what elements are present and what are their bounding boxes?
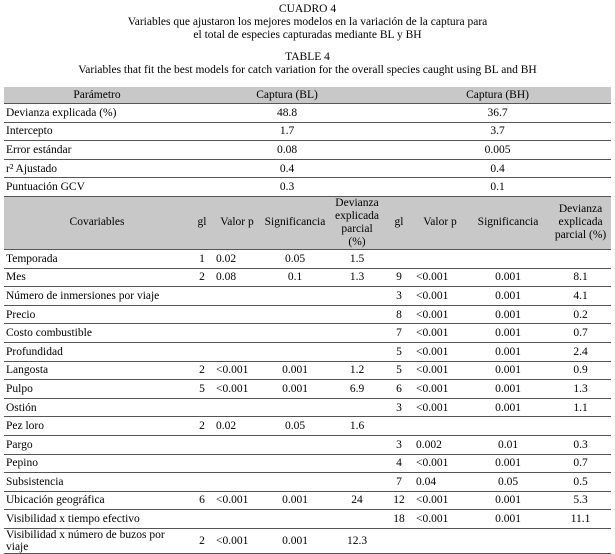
cov-cell-gl-bl <box>190 435 214 454</box>
cov-header-signif-bl: Significancia <box>260 196 330 249</box>
cov-row <box>4 342 611 361</box>
cov-cell-devianza-bl <box>330 398 384 417</box>
cov-cell-devianza-bh: 1.1 <box>550 398 611 417</box>
cov-header-covariables: Covariables <box>4 196 190 249</box>
cov-cell-gl-bl <box>190 342 214 361</box>
cov-cell-signif-bl: 0.05 <box>260 249 330 268</box>
results-table <box>4 87 611 554</box>
cov-cell-signif-bl: 0.1 <box>260 268 330 287</box>
cov-cell-devianza-bl <box>330 305 384 324</box>
cov-cell-signif-bh: 0.001 <box>466 268 550 287</box>
cov-cell-valorp-bh: <0.001 <box>414 454 466 473</box>
cov-cell-devianza-bl <box>330 287 384 306</box>
params-cell-name: Error estándar <box>4 141 190 160</box>
cov-cell-devianza-bl <box>330 473 384 492</box>
cov-cell-valorp-bh <box>414 528 466 553</box>
cov-cell-covariable: Ubicación geográfica <box>4 491 190 510</box>
cov-cell-signif-bh: 0.001 <box>466 491 550 510</box>
params-row <box>4 141 611 160</box>
cov-header-signif-bh: Significancia <box>466 196 550 249</box>
cov-row <box>4 510 611 529</box>
cov-cell-devianza-bl <box>330 435 384 454</box>
cov-header-devianza-bh: Devianza explicada parcial (%) <box>550 196 611 249</box>
table-captions <box>0 0 615 77</box>
caption-en-line1: Variables that fit the best models for catch variation for the overall species caught using BL and BH <box>78 64 537 76</box>
cov-cell-signif-bh: 0.001 <box>466 454 550 473</box>
cov-header-devianza-bl: Devianza explicada parcial (%) <box>330 196 384 249</box>
cov-cell-signif-bh: 0.001 <box>466 342 550 361</box>
cov-cell-covariable: Visibilidad x tiempo efectivo <box>4 510 190 529</box>
cov-cell-covariable: Langosta <box>4 361 190 380</box>
cov-cell-devianza-bh <box>550 417 611 436</box>
params-row <box>4 159 611 178</box>
cov-cell-gl-bl: 2 <box>190 528 214 553</box>
cov-cell-valorp-bh: <0.001 <box>414 380 466 399</box>
cov-cell-signif-bl <box>260 510 330 529</box>
params-row <box>4 122 611 141</box>
cov-cell-gl-bh: 3 <box>384 287 414 306</box>
cov-cell-valorp-bl: 0.02 <box>214 417 260 436</box>
cov-cell-valorp-bh: <0.001 <box>414 361 466 380</box>
cov-cell-valorp-bh: 0.002 <box>414 435 466 454</box>
cov-cell-valorp-bh <box>414 249 466 268</box>
cov-cell-covariable: Costo combustible <box>4 324 190 343</box>
cov-row <box>4 528 611 553</box>
cov-cell-devianza-bh: 5.3 <box>550 491 611 510</box>
cov-cell-devianza-bl <box>330 342 384 361</box>
cov-cell-signif-bl <box>260 473 330 492</box>
params-cell-bh: 0.005 <box>384 141 611 160</box>
params-cell-name: Intercepto <box>4 122 190 141</box>
cov-row <box>4 473 611 492</box>
params-row <box>4 104 611 123</box>
cov-cell-signif-bl <box>260 287 330 306</box>
cov-cell-gl-bh: 5 <box>384 361 414 380</box>
cov-row <box>4 361 611 380</box>
cov-cell-signif-bh: 0.01 <box>466 435 550 454</box>
cov-cell-devianza-bh: 2.4 <box>550 342 611 361</box>
cov-cell-gl-bl: 1 <box>190 249 214 268</box>
cov-cell-gl-bh: 3 <box>384 398 414 417</box>
params-cell-name: r² Ajustado <box>4 159 190 178</box>
cov-cell-devianza-bl: 1.6 <box>330 417 384 436</box>
cov-cell-gl-bh: 6 <box>384 380 414 399</box>
cov-cell-valorp-bl: 0.08 <box>214 268 260 287</box>
cov-cell-devianza-bh: 11.1 <box>550 510 611 529</box>
cov-cell-devianza-bh: 0.2 <box>550 305 611 324</box>
params-header-row <box>4 87 611 104</box>
cov-row <box>4 398 611 417</box>
caption-en-title: TABLE 4 <box>285 51 330 63</box>
params-header-bl: Captura (BL) <box>190 87 384 104</box>
cov-cell-devianza-bl <box>330 324 384 343</box>
cov-cell-covariable: Mes <box>4 268 190 287</box>
cov-cell-covariable: Profundidad <box>4 342 190 361</box>
cov-cell-signif-bl: 0.001 <box>260 380 330 399</box>
cov-cell-valorp-bh: <0.001 <box>414 510 466 529</box>
cov-cell-covariable: Pepino <box>4 454 190 473</box>
cov-cell-devianza-bl <box>330 454 384 473</box>
cov-cell-valorp-bl: <0.001 <box>214 361 260 380</box>
cov-cell-devianza-bl: 24 <box>330 491 384 510</box>
cov-row <box>4 324 611 343</box>
cov-row <box>4 417 611 436</box>
cov-cell-covariable: Visibilidad x número de buzos por viaje <box>4 528 190 553</box>
params-cell-bh: 0.1 <box>384 178 611 197</box>
cov-cell-signif-bh: 0.001 <box>466 380 550 399</box>
params-row <box>4 178 611 197</box>
cov-cell-gl-bl <box>190 398 214 417</box>
cov-header-gl-bh: gl <box>384 196 414 249</box>
cov-cell-covariable: Ostión <box>4 398 190 417</box>
cov-cell-gl-bh: 12 <box>384 491 414 510</box>
cov-cell-signif-bl <box>260 398 330 417</box>
cov-cell-covariable: Pulpo <box>4 380 190 399</box>
cov-cell-gl-bh <box>384 528 414 553</box>
cov-cell-signif-bh <box>466 249 550 268</box>
cov-row <box>4 268 611 287</box>
cov-cell-signif-bl <box>260 305 330 324</box>
cov-cell-valorp-bh: <0.001 <box>414 491 466 510</box>
cov-cell-signif-bh: 0.001 <box>466 324 550 343</box>
cov-cell-valorp-bl <box>214 324 260 343</box>
cov-cell-valorp-bl <box>214 510 260 529</box>
params-cell-bh: 0.4 <box>384 159 611 178</box>
params-cell-name: Devianza explicada (%) <box>4 104 190 123</box>
cov-body <box>4 249 611 553</box>
cov-cell-signif-bh: 0.001 <box>466 361 550 380</box>
cov-cell-devianza-bh: 0.9 <box>550 361 611 380</box>
cov-cell-valorp-bl <box>214 342 260 361</box>
cov-cell-valorp-bl <box>214 305 260 324</box>
cov-cell-valorp-bl <box>214 287 260 306</box>
cov-cell-signif-bh: 0.001 <box>466 305 550 324</box>
cov-cell-valorp-bh: <0.001 <box>414 268 466 287</box>
cov-cell-devianza-bh: 0.5 <box>550 473 611 492</box>
cov-cell-devianza-bl: 6.9 <box>330 380 384 399</box>
cov-cell-gl-bl: 6 <box>190 491 214 510</box>
cov-cell-devianza-bh: 0.7 <box>550 454 611 473</box>
params-header-parametro: Parámetro <box>4 87 190 104</box>
cov-cell-signif-bh <box>466 528 550 553</box>
params-cell-bl: 48.8 <box>190 104 384 123</box>
caption-es-title: CUADRO 4 <box>278 3 337 15</box>
params-cell-bh: 36.7 <box>384 104 611 123</box>
cov-cell-valorp-bh: <0.001 <box>414 287 466 306</box>
cov-cell-devianza-bh: 4.1 <box>550 287 611 306</box>
cov-cell-valorp-bh: <0.001 <box>414 324 466 343</box>
params-cell-bl: 0.4 <box>190 159 384 178</box>
cov-cell-signif-bh: 0.001 <box>466 287 550 306</box>
cov-cell-gl-bl <box>190 473 214 492</box>
cov-header-valorp-bl: Valor p <box>214 196 260 249</box>
cov-cell-gl-bh <box>384 249 414 268</box>
params-body <box>4 104 611 197</box>
cov-cell-gl-bh: 7 <box>384 324 414 343</box>
cov-header-row <box>4 196 611 249</box>
cov-cell-valorp-bl <box>214 435 260 454</box>
cov-cell-covariable: Precio <box>4 305 190 324</box>
cov-cell-devianza-bl <box>330 510 384 529</box>
cov-cell-signif-bl: 0.001 <box>260 491 330 510</box>
cov-cell-gl-bh: 9 <box>384 268 414 287</box>
cov-row <box>4 435 611 454</box>
cov-cell-valorp-bl: <0.001 <box>214 491 260 510</box>
cov-cell-valorp-bl <box>214 398 260 417</box>
cov-cell-gl-bl: 2 <box>190 417 214 436</box>
params-cell-bl: 0.3 <box>190 178 384 197</box>
cov-cell-gl-bl: 5 <box>190 380 214 399</box>
cov-cell-devianza-bh: 1.3 <box>550 380 611 399</box>
cov-cell-valorp-bl: <0.001 <box>214 380 260 399</box>
cov-cell-gl-bl <box>190 305 214 324</box>
cov-header-valorp-bh: Valor p <box>414 196 466 249</box>
cov-cell-signif-bl: 0.05 <box>260 417 330 436</box>
caption-es-line2: el total de especies capturadas mediante BL y BH <box>193 29 422 41</box>
cov-cell-valorp-bl: 0.02 <box>214 249 260 268</box>
cov-row <box>4 380 611 399</box>
cov-cell-gl-bl <box>190 324 214 343</box>
cov-cell-devianza-bl: 1.2 <box>330 361 384 380</box>
cov-row <box>4 454 611 473</box>
cov-cell-devianza-bl: 12.3 <box>330 528 384 553</box>
cov-header-gl-bl: gl <box>190 196 214 249</box>
cov-cell-signif-bl: 0.001 <box>260 528 330 553</box>
cov-cell-gl-bh <box>384 417 414 436</box>
cov-row <box>4 249 611 268</box>
cov-cell-devianza-bl: 1.5 <box>330 249 384 268</box>
cov-cell-covariable: Pez loro <box>4 417 190 436</box>
cov-cell-signif-bl: 0.001 <box>260 361 330 380</box>
cov-cell-gl-bh: 3 <box>384 435 414 454</box>
cov-cell-covariable: Temporada <box>4 249 190 268</box>
params-cell-bl: 0.08 <box>190 141 384 160</box>
params-cell-bh: 3.7 <box>384 122 611 141</box>
cov-cell-valorp-bh <box>414 417 466 436</box>
cov-cell-devianza-bh: 0.7 <box>550 324 611 343</box>
caption-es-line1: Variables que ajustaron los mejores modelos en la variación de la captura para <box>127 16 488 28</box>
cov-cell-devianza-bh: 8.1 <box>550 268 611 287</box>
cov-cell-signif-bh: 0.001 <box>466 510 550 529</box>
cov-cell-signif-bl <box>260 324 330 343</box>
cov-cell-valorp-bl <box>214 454 260 473</box>
cov-cell-covariable: Número de inmersiones por viaje <box>4 287 190 306</box>
cov-cell-devianza-bh <box>550 249 611 268</box>
cov-cell-valorp-bh: 0.04 <box>414 473 466 492</box>
cov-cell-gl-bl <box>190 510 214 529</box>
cov-row <box>4 491 611 510</box>
cov-cell-valorp-bh: <0.001 <box>414 342 466 361</box>
cov-cell-covariable: Pargo <box>4 435 190 454</box>
cov-cell-signif-bh <box>466 417 550 436</box>
cov-cell-gl-bh: 5 <box>384 342 414 361</box>
cov-cell-valorp-bh: <0.001 <box>414 398 466 417</box>
cov-cell-gl-bl: 2 <box>190 268 214 287</box>
cov-cell-gl-bh: 7 <box>384 473 414 492</box>
params-cell-bl: 1.7 <box>190 122 384 141</box>
params-header-bh: Captura (BH) <box>384 87 611 104</box>
cov-cell-covariable: Subsistencia <box>4 473 190 492</box>
cov-cell-signif-bl <box>260 342 330 361</box>
cov-cell-gl-bh: 18 <box>384 510 414 529</box>
cov-cell-gl-bl <box>190 454 214 473</box>
cov-cell-gl-bh: 4 <box>384 454 414 473</box>
cov-row <box>4 305 611 324</box>
cov-cell-gl-bh: 8 <box>384 305 414 324</box>
cov-cell-signif-bh: 0.001 <box>466 398 550 417</box>
cov-cell-signif-bl <box>260 454 330 473</box>
cov-cell-signif-bl <box>260 435 330 454</box>
cov-cell-valorp-bl <box>214 473 260 492</box>
cov-cell-devianza-bh <box>550 528 611 553</box>
cov-cell-gl-bl <box>190 287 214 306</box>
cov-row <box>4 287 611 306</box>
cov-cell-gl-bl: 2 <box>190 361 214 380</box>
cov-cell-devianza-bl: 1.3 <box>330 268 384 287</box>
cov-cell-valorp-bl: <0.001 <box>214 528 260 553</box>
cov-cell-valorp-bh: <0.001 <box>414 305 466 324</box>
cov-cell-devianza-bh: 0.3 <box>550 435 611 454</box>
params-cell-name: Puntuación GCV <box>4 178 190 197</box>
cov-cell-signif-bh: 0.05 <box>466 473 550 492</box>
